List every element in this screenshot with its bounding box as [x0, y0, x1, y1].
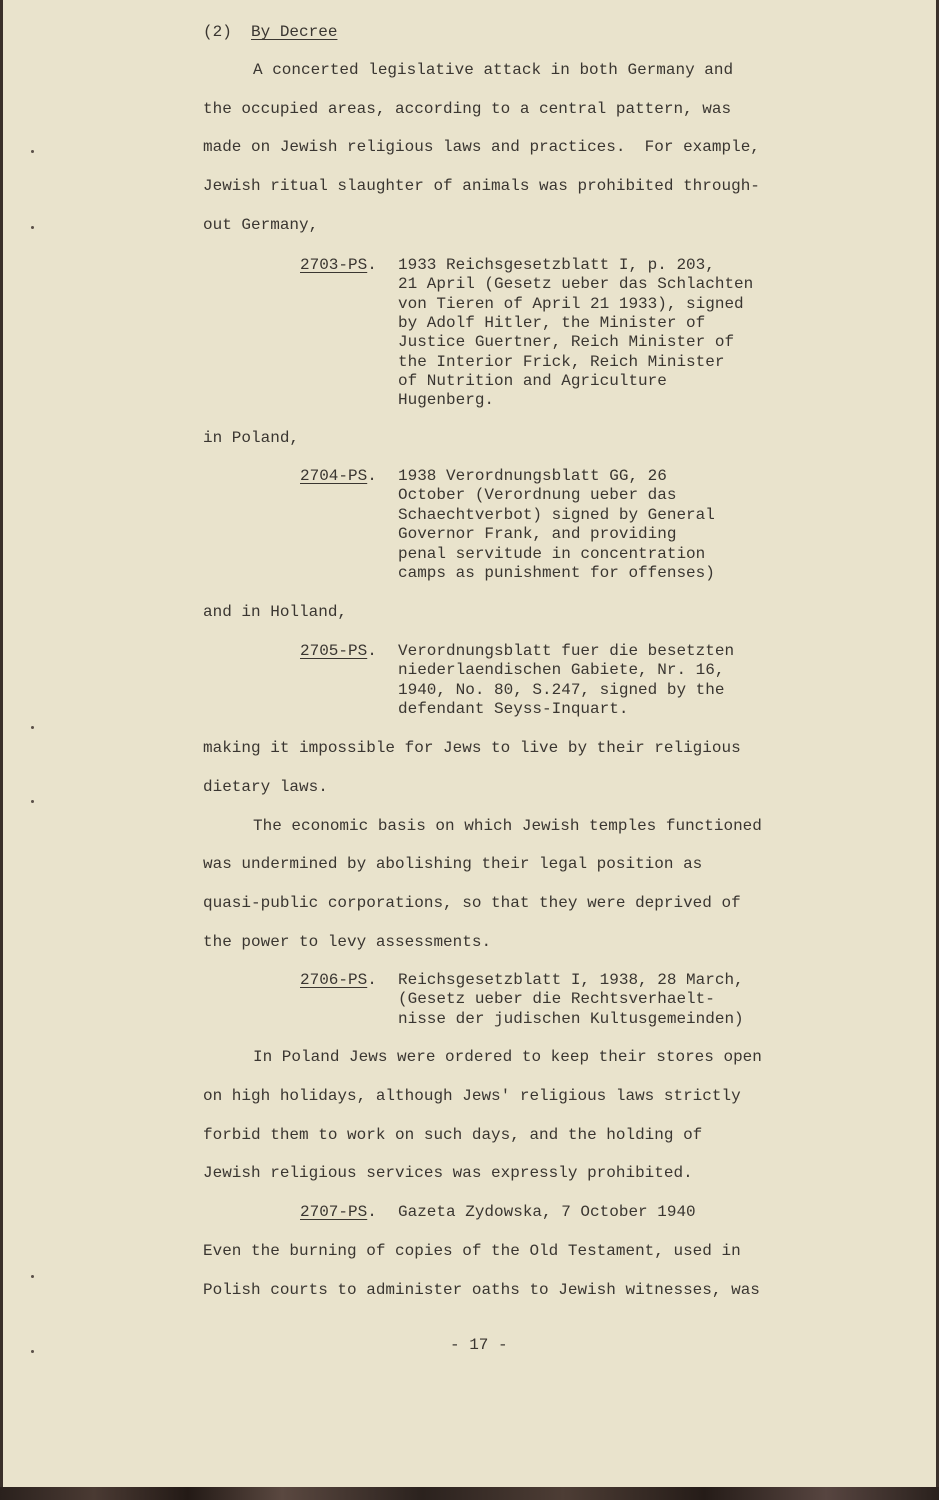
scan-edge-bottom: [0, 1487, 939, 1500]
citation-line: Schaechtverbot) signed by General: [398, 506, 715, 524]
paragraph-line: the power to levy assessments.: [203, 933, 492, 951]
citation-line: the Interior Frick, Reich Minister: [398, 353, 725, 371]
citation-ref: 2705-PS: [300, 642, 368, 660]
scan-edge-left: [0, 0, 3, 1500]
citation-ref: 2707-PS: [300, 1203, 368, 1221]
section-title: By Decree: [251, 23, 338, 41]
paragraph-line: Jewish religious services was expressly prohibited.: [203, 1164, 693, 1182]
margin-mark: [31, 1350, 34, 1353]
paragraph-line: was undermined by abolishing their legal position as: [203, 855, 703, 873]
section-heading: [203, 22, 337, 42]
margin-mark: [31, 1275, 34, 1278]
citation-line: Reichsgesetzblatt I, 1938, 28 March,: [398, 971, 744, 989]
paragraph-line: dietary laws.: [203, 778, 328, 796]
citation-line: by Adolf Hitler, the Minister of: [398, 314, 706, 332]
paragraph-line: quasi-public corporations, so that they were deprived of: [203, 894, 741, 912]
paragraph-line: out Germany,: [203, 216, 319, 234]
citation-line: Verordnungsblatt fuer die besetzten: [398, 642, 735, 660]
citation-line: 1940, No. 80, S.247, signed by the: [398, 681, 725, 699]
citation-line: nisse der judischen Kultusgemeinden): [398, 1010, 744, 1028]
citation-line: of Nutrition and Agriculture: [398, 372, 667, 390]
margin-mark: [31, 226, 34, 229]
citation-ref: 2706-PS: [300, 971, 368, 989]
paragraph-line: In Poland Jews were ordered to keep their stores open: [253, 1048, 762, 1066]
paragraph-line: Jewish ritual slaughter of animals was prohibited through-: [203, 177, 760, 195]
paragraph-line: A concerted legislative attack in both Germany and: [253, 61, 734, 79]
margin-mark: [31, 800, 34, 803]
section-number: (2): [203, 23, 232, 41]
margin-mark: [31, 726, 34, 729]
citation-line: October (Verordnung ueber das: [398, 486, 677, 504]
citation-line: Gazeta Zydowska, 7 October 1940: [398, 1203, 696, 1221]
citation-line: von Tieren of April 21 1933), signed: [398, 295, 744, 313]
citation-line: 21 April (Gesetz ueber das Schlachten: [398, 275, 754, 293]
citation-line: camps as punishment for offenses): [398, 564, 715, 582]
paragraph-line: forbid them to work on such days, and the holding of: [203, 1126, 703, 1144]
citation-ref: 2703-PS: [300, 256, 368, 274]
paragraph-line: and in Holland,: [203, 603, 348, 621]
paragraph-line: Polish courts to administer oaths to Jewish witnesses, was: [203, 1281, 760, 1299]
paragraph-line: making it impossible for Jews to live by their religious: [203, 739, 741, 757]
margin-mark: [31, 150, 34, 153]
paragraph-line: on high holidays, although Jews' religious laws strictly: [203, 1087, 741, 1105]
citation-line: niederlaendischen Gabiete, Nr. 16,: [398, 661, 725, 679]
citation-line: penal servitude in concentration: [398, 545, 706, 563]
citation-line: (Gesetz ueber die Rechtsverhaelt-: [398, 990, 715, 1008]
paragraph-line: made on Jewish religious laws and practices. For example,: [203, 138, 760, 156]
citation-line: 1933 Reichsgesetzblatt I, p. 203,: [398, 256, 715, 274]
citation-line: 1938 Verordnungsblatt GG, 26: [398, 467, 667, 485]
citation-line: defendant Seyss-Inquart.: [398, 700, 629, 718]
paragraph-line: the occupied areas, according to a central pattern, was: [203, 100, 732, 118]
citation-line: Justice Guertner, Reich Minister of: [398, 333, 735, 351]
paragraph-line: in Poland,: [203, 429, 300, 447]
paragraph-line: Even the burning of copies of the Old Testament, used in: [203, 1242, 741, 1260]
citation-line: Governor Frank, and providing: [398, 525, 677, 543]
citation-line: Hugenberg.: [398, 391, 495, 409]
paragraph-line: The economic basis on which Jewish temples functioned: [253, 817, 762, 835]
page-number: - 17 -: [450, 1336, 508, 1354]
citation-ref: 2704-PS: [300, 467, 368, 485]
